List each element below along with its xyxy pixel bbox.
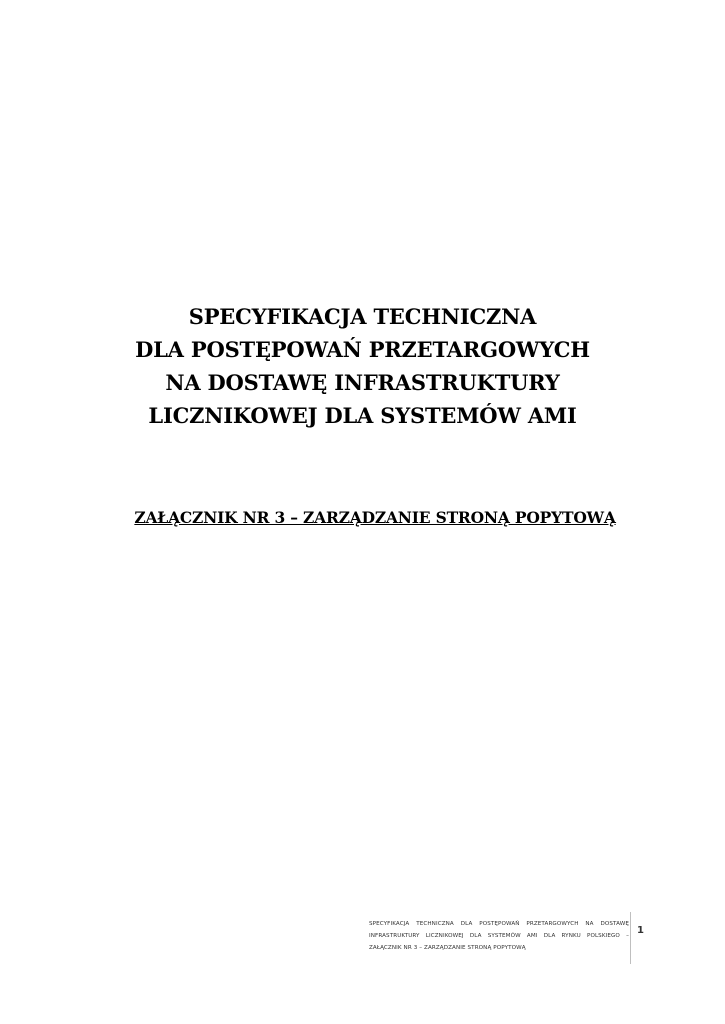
title-line-4: LICZNIKOWEJ DLA SYSTEMÓW AMI	[148, 403, 577, 428]
title-line-1: SPECYFIKACJA TECHNICZNA	[188, 304, 537, 329]
footer-divider	[630, 912, 631, 964]
page-number: 1	[637, 925, 644, 936]
footer-text: SPECYFIKACJA TECHNICZNA DLA POSTĘPOWAŃ PRZETARGOWYCH NA DOSTAWĘ INFRASTRUKTURY LICZNIKOWEJ DLA SYSTEMÓW AMI DLA RYNKU POLSKIEGO – ZAŁĄCZNIK NR 3 – ZARZĄDZANIE STRONĄ POPYTOWĄ	[369, 921, 629, 951]
title-line-3: NA DOSTAWĘ INFRASTRUKTURY	[165, 370, 560, 395]
document-subtitle: ZAŁĄCZNIK NR 3 – ZARZĄDZANIE STRONĄ POPYTOWĄ	[134, 508, 616, 527]
title-line-2: DLA POSTĘPOWAŃ PRZETARGOWYCH	[135, 337, 590, 362]
document-title	[0, 300, 725, 432]
